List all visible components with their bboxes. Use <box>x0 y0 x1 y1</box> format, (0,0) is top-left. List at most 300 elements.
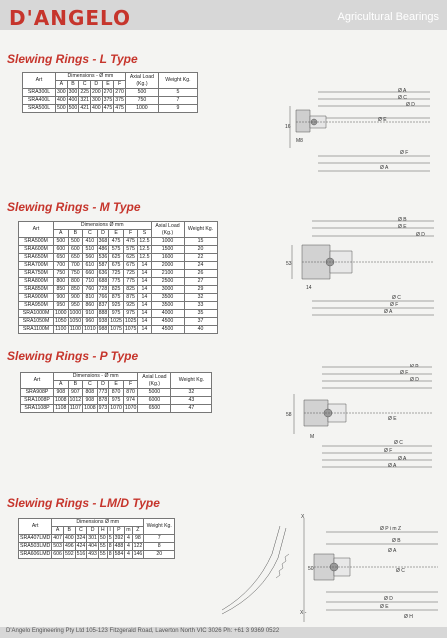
table-cell: 493 <box>88 551 97 557</box>
table-cell: 584 <box>114 551 124 557</box>
table-cell: 1000 <box>125 105 158 113</box>
table-cell: 875 <box>109 294 124 302</box>
table-row <box>19 326 218 334</box>
l-type-table <box>22 72 198 113</box>
column-header: E <box>102 81 114 89</box>
svg-text:Ø E: Ø E <box>380 604 389 610</box>
table-cell: 575 <box>123 246 138 254</box>
brand-logo: D'ANGELO <box>9 6 132 30</box>
table-cell: 1000 <box>151 238 184 246</box>
table-cell: 925 <box>109 302 124 310</box>
table-cell: 14 <box>138 302 151 310</box>
table-cell: 1008 <box>84 405 96 411</box>
table-cell: 5 <box>158 89 197 97</box>
article-code: SRA1108P <box>21 405 54 413</box>
table-cell: 1075 <box>110 326 122 332</box>
table-row <box>19 302 218 310</box>
column-header: F <box>114 81 126 89</box>
header-weight: Weight Kg. <box>158 73 197 89</box>
table-cell: 950 <box>54 302 69 310</box>
table-cell: 324 <box>76 535 86 541</box>
table-cell: 12.5 <box>139 246 150 252</box>
table-cell: 625 <box>123 254 138 262</box>
svg-text:Ø D: Ø D <box>410 377 419 383</box>
table-cell: 710 <box>83 278 98 286</box>
table-row <box>19 551 175 559</box>
table-cell: 900 <box>68 294 83 302</box>
table-cell: 760 <box>83 286 98 294</box>
table-row <box>19 286 218 294</box>
table-cell: 860 <box>83 302 98 310</box>
table-cell: 974 <box>123 397 138 405</box>
svg-text:X: X <box>301 514 305 520</box>
column-header: H <box>98 527 107 535</box>
column-header: D <box>87 527 99 535</box>
table-cell: 925 <box>123 302 138 310</box>
svg-text:Ø C: Ø C <box>392 295 401 301</box>
column-header: A <box>54 230 69 238</box>
table-cell: 766 <box>98 294 108 300</box>
table-cell: 14 <box>138 310 151 318</box>
table-cell: 6000 <box>138 397 171 405</box>
section-title-m-type: Slewing Rings - M Type <box>7 200 141 214</box>
table-cell: 938 <box>98 318 108 324</box>
column-header: E <box>109 381 124 389</box>
column-header: F <box>123 381 138 389</box>
table-row <box>19 270 218 278</box>
lmd-type-gear-drawing <box>216 514 442 626</box>
table-cell: 404 <box>88 543 97 549</box>
table-cell: 775 <box>123 278 138 286</box>
lmd-type-diagram <box>216 514 442 626</box>
table-cell: 421 <box>80 105 89 111</box>
table-cell: 725 <box>123 270 138 278</box>
page-header <box>0 0 447 30</box>
table-row <box>19 246 218 254</box>
l-type-cross-section-drawing <box>270 88 440 178</box>
table-cell: 500 <box>68 238 83 246</box>
l-dim-label: Ø A <box>398 88 407 94</box>
article-code: SRA606LMD <box>20 551 51 557</box>
table-cell: 20 <box>184 246 217 254</box>
table-cell: 400 <box>91 105 101 111</box>
article-code: SRA950M <box>19 302 54 310</box>
article-code: SRA750M <box>19 270 54 278</box>
table-cell: 908 <box>54 389 69 397</box>
svg-text:Ø B: Ø B <box>410 364 419 369</box>
table-cell: 400 <box>57 97 66 103</box>
table-row <box>23 89 198 97</box>
svg-text:Ø D: Ø D <box>384 596 393 602</box>
table-cell: 878 <box>98 397 108 403</box>
table-cell: 98 <box>132 535 144 543</box>
table-cell: 1600 <box>151 254 184 262</box>
header-axial-load: Axial Load (Kg.) <box>125 73 158 89</box>
table-cell: 650 <box>54 254 69 262</box>
svg-text:58: 58 <box>286 412 292 418</box>
table-cell: 888 <box>98 310 108 316</box>
footer-address: D'Angelo Engineering Pty Ltd 105-123 Fitzgerald Road, Laverton North VIC 3026 Ph: +61 3 9369 0522 <box>6 628 280 634</box>
table-row <box>21 389 212 397</box>
svg-text:Ø A: Ø A <box>380 165 389 171</box>
article-code: SRA500M <box>19 238 54 246</box>
column-header: B <box>63 527 75 535</box>
table-cell: 1012 <box>69 397 82 403</box>
column-header: D <box>97 230 109 238</box>
table-cell: 1070 <box>124 405 137 411</box>
table-cell: 55 <box>99 551 106 557</box>
table-cell: 1100 <box>55 326 67 332</box>
table-cell: 400 <box>68 97 78 103</box>
table-cell: 32 <box>171 389 212 397</box>
table-row <box>19 535 175 543</box>
table-cell: 50 <box>99 535 106 541</box>
article-code: SRA1000M <box>19 310 54 318</box>
column-header: S <box>138 230 151 238</box>
column-header: B <box>68 381 83 389</box>
table-cell: 122 <box>133 543 143 549</box>
table-cell: 875 <box>123 294 138 302</box>
table-row <box>19 310 218 318</box>
svg-text:50: 50 <box>308 566 314 572</box>
table-cell: 6500 <box>138 405 171 413</box>
header-dimensions: Dimensions - Ø mm <box>56 73 126 81</box>
table-cell: 29 <box>184 286 217 294</box>
svg-text:Ø B: Ø B <box>392 538 401 544</box>
table-cell: 1108 <box>55 405 67 411</box>
table-cell: 400 <box>64 535 74 541</box>
m-type-table <box>18 221 218 334</box>
table-cell: 32 <box>184 294 217 302</box>
table-cell: 825 <box>109 286 124 294</box>
table-cell: 750 <box>54 270 69 278</box>
header-art: Art <box>21 373 54 389</box>
table-cell: 1050 <box>55 318 67 324</box>
table-row <box>19 543 175 551</box>
table-cell: 560 <box>83 254 98 262</box>
article-code: SRA500L <box>23 105 56 113</box>
table-cell: 660 <box>83 270 98 278</box>
table-cell: 35 <box>184 310 217 318</box>
table-cell: 900 <box>54 294 69 302</box>
svg-text:M: M <box>310 434 315 440</box>
header-category: Agricultural Bearings <box>337 11 439 23</box>
table-cell: 1100 <box>69 326 81 332</box>
article-code: SRA650M <box>19 254 54 262</box>
article-code: SRA400L <box>23 97 56 105</box>
column-header: E <box>109 230 124 238</box>
svg-text:Ø E: Ø E <box>398 224 407 230</box>
table-cell: 1500 <box>151 246 184 254</box>
svg-text:Ø A: Ø A <box>388 548 397 554</box>
table-cell: 1107 <box>69 405 81 411</box>
svg-text:Ø C: Ø C <box>394 440 403 446</box>
table-cell: 700 <box>68 262 83 270</box>
table-cell: 488 <box>114 543 124 549</box>
table-cell: 424 <box>76 543 86 549</box>
table-cell: 33 <box>184 302 217 310</box>
table-cell: 800 <box>54 278 69 286</box>
column-header: C <box>83 381 98 389</box>
table-cell: 625 <box>109 254 124 262</box>
header-art: Art <box>19 222 54 238</box>
svg-text:16: 16 <box>285 124 291 130</box>
article-code: SRA503LMD <box>20 543 51 549</box>
table-row <box>21 397 212 405</box>
table-cell: 688 <box>98 278 108 284</box>
table-cell: 321 <box>80 97 89 103</box>
table-cell: 475 <box>109 238 124 246</box>
table-cell: 55 <box>99 543 106 549</box>
table-cell: 575 <box>109 246 124 254</box>
table-cell: 43 <box>171 397 212 405</box>
table-cell: 636 <box>98 270 108 276</box>
svg-text:Ø D: Ø D <box>406 102 415 108</box>
table-cell: 587 <box>98 262 108 268</box>
table-cell: 37 <box>184 318 217 326</box>
header-dimensions: Dimensions Ø mm <box>52 519 144 527</box>
table-cell: 40 <box>184 326 217 334</box>
svg-text:Ø A: Ø A <box>388 463 397 469</box>
column-header: I <box>107 527 113 535</box>
table-cell: 12.5 <box>139 238 150 244</box>
svg-text:Ø B: Ø B <box>398 217 407 223</box>
table-cell: 5 <box>108 535 112 541</box>
column-header: C <box>79 81 91 89</box>
svg-text:Ø P i m Z: Ø P i m Z <box>380 526 402 532</box>
table-cell: 907 <box>68 389 83 397</box>
table-cell: 910 <box>83 310 98 318</box>
table-cell: 500 <box>125 89 158 97</box>
table-cell: 870 <box>123 389 138 397</box>
table-cell: 1025 <box>124 318 137 324</box>
table-cell: 1075 <box>124 326 137 332</box>
table-cell: 14 <box>138 286 151 294</box>
table-cell: 500 <box>54 238 69 246</box>
table-cell: 1008 <box>55 397 67 403</box>
table-cell: 486 <box>98 246 108 252</box>
table-cell: 675 <box>109 262 124 270</box>
table-cell: 14 <box>138 262 151 270</box>
svg-text:Ø F: Ø F <box>384 448 393 454</box>
header-weight: Weight Kg. <box>171 373 212 389</box>
table-cell: 728 <box>98 286 108 292</box>
column-header: A <box>52 527 64 535</box>
table-cell: 4500 <box>151 326 184 334</box>
table-cell: 14 <box>138 294 151 302</box>
table-cell: 8 <box>108 543 112 549</box>
table-cell: 14 <box>138 278 151 286</box>
table-cell: 960 <box>83 318 98 326</box>
table-cell: 200 <box>91 89 101 95</box>
table-cell: 26 <box>184 270 217 278</box>
table-cell: 500 <box>68 105 78 111</box>
table-cell: 503 <box>53 543 62 549</box>
table-cell: 2100 <box>151 270 184 278</box>
table-cell: 775 <box>109 278 124 286</box>
header-dimensions: Dimensions Ø mm <box>54 222 152 230</box>
table-cell: 375 <box>103 97 113 103</box>
m-type-diagram <box>272 217 440 327</box>
table-cell: 3500 <box>151 294 184 302</box>
table-cell: 1000 <box>55 310 67 316</box>
table-cell: 270 <box>103 89 113 95</box>
svg-text:Ø E: Ø E <box>388 416 397 422</box>
table-cell: 4 <box>125 551 132 559</box>
table-cell: 975 <box>109 310 124 318</box>
table-cell: 300 <box>57 89 66 95</box>
table-cell: 375 <box>115 97 124 103</box>
table-cell: 300 <box>91 97 101 103</box>
article-code: SRA1008P <box>21 397 54 405</box>
table-cell: 146 <box>133 551 143 557</box>
table-cell: 3000 <box>151 286 184 294</box>
svg-text:Ø E: Ø E <box>378 117 387 123</box>
table-cell: 850 <box>54 286 69 294</box>
header-axial-load: Axial Load (Kg.) <box>138 373 171 389</box>
table-cell: 500 <box>57 105 66 111</box>
header-weight: Weight Kg. <box>184 222 217 238</box>
table-row <box>19 238 218 246</box>
svg-text:53: 53 <box>286 261 292 267</box>
section-title-l-type: Slewing Rings - L Type <box>7 52 138 66</box>
column-header: F <box>123 230 138 238</box>
table-cell: 4 <box>125 543 132 551</box>
table-cell: 410 <box>83 238 98 246</box>
table-cell: 225 <box>80 89 89 95</box>
table-cell: 407 <box>53 535 62 541</box>
table-cell: 800 <box>68 278 83 286</box>
header-dimensions: Dimensions - Ø mm <box>54 373 138 381</box>
article-code: SRA407LMD <box>20 535 51 541</box>
article-code: SRA850M <box>19 286 54 294</box>
p-type-diagram <box>270 364 440 476</box>
column-header: B <box>68 230 83 238</box>
svg-text:14: 14 <box>306 285 312 291</box>
table-cell: 392 <box>114 535 124 541</box>
table-cell: 750 <box>125 97 158 105</box>
table-row <box>21 405 212 413</box>
table-cell: 4 <box>125 535 132 543</box>
table-cell: 973 <box>98 405 108 411</box>
article-code: SRA908P <box>21 389 54 397</box>
table-cell: 870 <box>109 389 124 397</box>
page-footer <box>0 627 447 638</box>
table-cell: 270 <box>115 89 124 95</box>
table-cell: 301 <box>88 535 97 541</box>
table-cell: 7 <box>158 97 197 105</box>
table-cell: 606 <box>53 551 62 557</box>
table-cell: 8 <box>144 543 175 551</box>
p-type-table <box>20 372 212 413</box>
table-cell: 600 <box>54 246 69 254</box>
table-cell: 12.5 <box>139 254 150 260</box>
table-cell: 510 <box>83 246 98 254</box>
table-cell: 675 <box>123 262 138 270</box>
table-cell: 810 <box>83 294 98 302</box>
table-cell: 496 <box>64 543 74 549</box>
table-cell: 475 <box>123 238 138 246</box>
column-header: m <box>126 527 131 533</box>
table-row <box>19 262 218 270</box>
svg-text:Ø C: Ø C <box>398 95 407 101</box>
table-cell: 950 <box>68 302 83 310</box>
table-cell: 808 <box>83 389 98 397</box>
table-cell: 368 <box>98 238 108 244</box>
svg-text:X -: X - <box>300 610 307 616</box>
section-title-p-type: Slewing Rings - P Type <box>7 349 139 363</box>
column-header: A <box>54 381 69 389</box>
table-cell: 536 <box>98 254 108 260</box>
table-cell: 700 <box>54 262 69 270</box>
table-cell: 592 <box>64 551 74 557</box>
header-art: Art <box>19 519 52 535</box>
svg-text:Ø H: Ø H <box>404 614 413 620</box>
table-cell: 837 <box>98 302 108 308</box>
table-cell: 300 <box>68 89 78 95</box>
table-cell: 1025 <box>110 318 122 324</box>
article-code: SRA700M <box>19 262 54 270</box>
table-row <box>23 97 198 105</box>
table-row <box>19 318 218 326</box>
article-code: SRA1050M <box>19 318 54 326</box>
table-cell: 9 <box>158 105 197 113</box>
article-code: SRA300L <box>23 89 56 97</box>
table-row <box>19 278 218 286</box>
table-cell: 20 <box>144 551 175 559</box>
article-code: SRA1100M <box>19 326 54 334</box>
p-type-cross-section-drawing <box>270 364 440 476</box>
column-header: Z <box>132 527 144 535</box>
table-cell: 725 <box>109 270 124 278</box>
column-header: D <box>97 381 109 389</box>
table-cell: 15 <box>184 238 217 246</box>
svg-text:Ø C: Ø C <box>396 568 405 574</box>
table-cell: 850 <box>68 286 83 294</box>
column-header: C <box>75 527 87 535</box>
article-code: SRA600M <box>19 246 54 254</box>
l-type-diagram <box>270 88 440 178</box>
table-cell: 773 <box>98 389 108 395</box>
svg-text:Ø F: Ø F <box>400 370 409 376</box>
table-cell: 4000 <box>151 310 184 318</box>
table-cell: 975 <box>109 397 124 405</box>
svg-text:Ø A: Ø A <box>384 309 393 315</box>
table-cell: 2500 <box>151 278 184 286</box>
table-cell: 600 <box>68 246 83 254</box>
table-cell: 988 <box>98 326 108 332</box>
table-cell: 3500 <box>151 302 184 310</box>
table-cell: 22 <box>184 254 217 262</box>
svg-text:M8: M8 <box>296 138 303 144</box>
table-cell: 650 <box>68 254 83 262</box>
column-header: C <box>83 230 98 238</box>
svg-text:Ø F: Ø F <box>400 150 409 156</box>
table-row <box>23 105 198 113</box>
table-cell: 1070 <box>110 405 122 411</box>
svg-text:Ø D: Ø D <box>416 232 425 238</box>
section-title-lmd-type: Slewing Rings - LM/D Type <box>7 496 160 510</box>
header-axial-load: Axial Load (Kg.) <box>151 222 184 238</box>
table-cell: 516 <box>76 551 86 557</box>
table-cell: 14 <box>138 318 151 326</box>
table-cell: 825 <box>123 286 138 294</box>
table-cell: 1000 <box>69 310 82 316</box>
header-weight: Weight Kg. <box>144 519 175 535</box>
table-cell: 24 <box>184 262 217 270</box>
table-cell: 750 <box>68 270 83 278</box>
table-cell: 8 <box>108 551 112 557</box>
